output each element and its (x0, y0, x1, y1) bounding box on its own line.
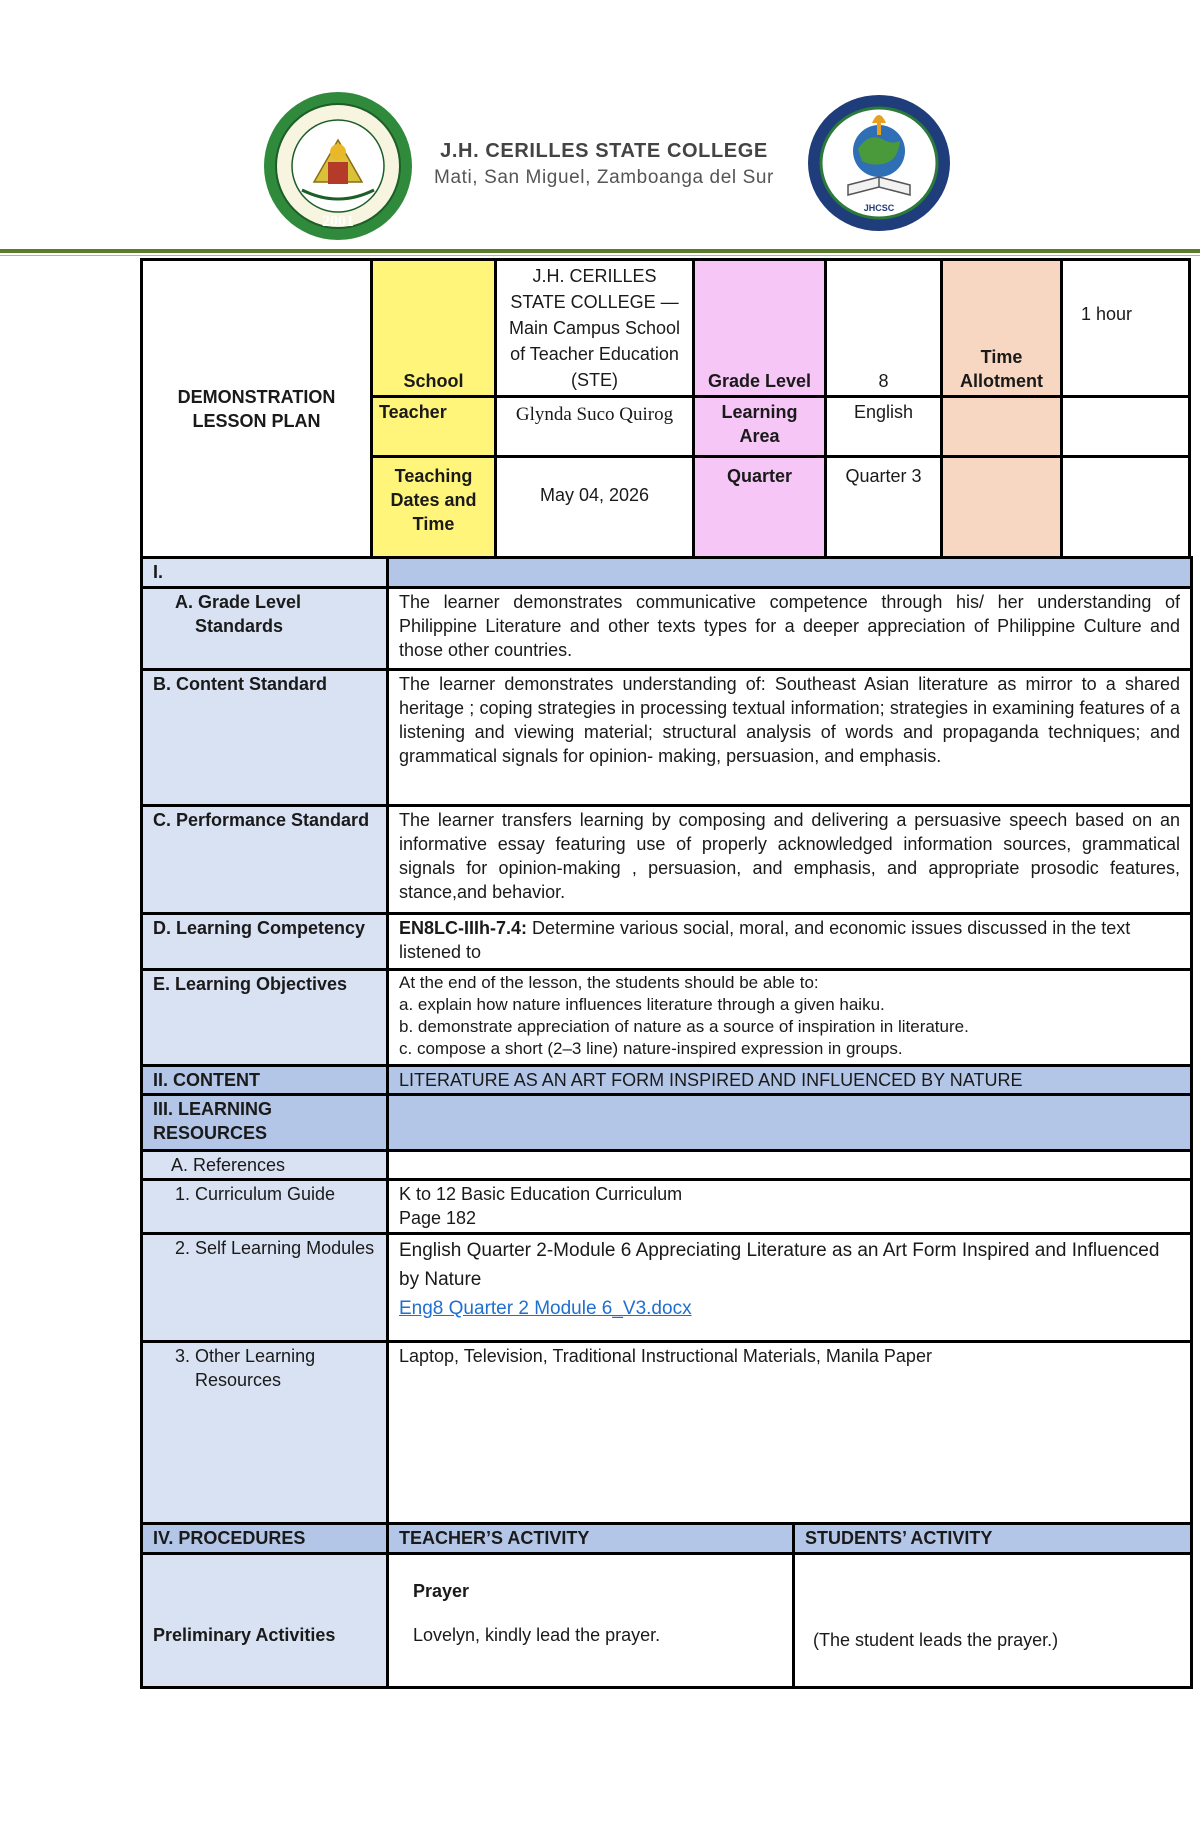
time-allotment-label: Time Allotment (942, 260, 1062, 397)
module-title: English Quarter 2-Module 6 Appreciating Literature as an Art Form Inspired and Influenced by Nature (399, 1240, 1160, 1290)
section-i-label: I. (142, 558, 388, 588)
prayer-student-line: (The student leads the prayer.) (813, 1629, 1059, 1650)
curriculum-guide-label (142, 1180, 388, 1234)
teacher-value: Glynda Suco Quirog (496, 397, 694, 457)
lesson-header-table (140, 258, 1191, 560)
grade-level-standards-label (142, 588, 388, 670)
self-learning-modules-value (388, 1234, 1192, 1342)
objective-b: b. demonstrate appreciation of nature as a source of inspiration in literature. (399, 1017, 969, 1036)
svg-text:JHCSC: JHCSC (863, 203, 895, 213)
college-address: Mati, San Miguel, Zamboanga del Sur (434, 167, 774, 188)
curriculum-guide-value (388, 1180, 1192, 1234)
learning-resources-blank (388, 1095, 1192, 1151)
teaching-dates-label: Teaching Dates and Time (372, 457, 496, 559)
section-i-blank (388, 558, 1192, 588)
cg-label-text: 1. Curriculum Guide (175, 1184, 336, 1204)
lesson-plan-table (140, 556, 1193, 1689)
references-label: A. References (142, 1151, 388, 1180)
competency-code: EN8LC-IIIh-7.4: (399, 918, 528, 938)
procedures-label: IV. PROCEDURES (142, 1524, 388, 1554)
olr-label-text: 3. Other Learning Resources (175, 1346, 316, 1390)
learning-objectives (388, 970, 1192, 1066)
objective-c: c. compose a short (2–3 line) nature-inspired expression in groups. (399, 1039, 903, 1058)
prayer-teacher-line: Lovelyn, kindly lead the prayer. (413, 1625, 661, 1645)
quarter-label: Quarter (694, 457, 826, 559)
teacher-activity-header: TEACHER’S ACTIVITY (388, 1524, 794, 1554)
grade-level-standards-text: The learner demonstrates communicative competence through his/ her understanding of Philippine Literature and other texts types for a deeper appreciation of Philippine Culture and those other countries. (388, 588, 1192, 670)
jhcsc-seal-logo (262, 90, 414, 242)
references-blank (388, 1151, 1192, 1180)
header-empty-peach-2 (942, 457, 1062, 559)
school-value: J.H. CERILLES STATE COLLEGE —Main Campus School of Teacher Education (STE) (496, 260, 694, 397)
other-learning-resources-value: Laptop, Television, Traditional Instructional Materials, Manila Paper (388, 1342, 1192, 1524)
performance-standard-label: C. Performance Standard (142, 806, 388, 914)
header-empty-peach-1 (942, 397, 1062, 457)
learning-area-value: English (826, 397, 942, 457)
content-section-topic: LITERATURE AS AN ART FORM INSPIRED AND INFLUENCED BY NATURE (388, 1066, 1192, 1095)
performance-standard-text: The learner transfers learning by composing and delivering a persuasive speech based on an informative essay featuring use of properly acknowledged information sources, grammatical signals for opinion-making , persuasion, and emphasis, and appropriate prosodic features, stance,and behavior. (388, 806, 1192, 914)
learning-area-label: Learning Area (694, 397, 826, 457)
curriculum-name: K to 12 Basic Education Curriculum (399, 1184, 683, 1204)
other-learning-resources-label (142, 1342, 388, 1524)
teacher-label: Teacher (372, 397, 496, 457)
learning-competency-label (142, 914, 388, 970)
header-empty-1 (1062, 397, 1190, 457)
lc-label-text: D. Learning Competency (153, 918, 366, 938)
content-standard-label: B. Content Standard (142, 670, 388, 806)
ste-seal-logo (806, 93, 952, 233)
college-heading (418, 140, 790, 189)
learning-resources-label: III. LEARNING RESOURCES (142, 1095, 388, 1151)
content-standard-text: The learner demonstrates understanding of: Southeast Asian literature as mirror to a shared heritage ; coping strategies in processing textual information; strategies in examining features of a listening and viewing material; structural analysis of words and propaganda techniques; and grammatical signals for opinion- making, persuasion, and emphasis. (388, 670, 1192, 806)
learning-objectives-label: E. Learning Objectives (142, 970, 388, 1066)
letterhead-rule-thin (0, 255, 1200, 256)
grade-level-value: 8 (826, 260, 942, 397)
content-section-label: II. CONTENT (142, 1066, 388, 1095)
objective-a: a. explain how nature influences literature through a given haiku. (399, 995, 885, 1014)
school-label: School (372, 260, 496, 397)
prayer-title: Prayer (413, 1581, 470, 1601)
student-activity-cell (794, 1554, 1192, 1688)
quarter-value: Quarter 3 (826, 457, 942, 559)
letterhead-rule (0, 249, 1200, 253)
seal-year: 2001 (322, 213, 354, 230)
learning-competency-text (388, 914, 1192, 970)
module-file-link[interactable]: Eng8 Quarter 2 Module 6_V3.docx (399, 1298, 692, 1319)
preliminary-activities-label: Preliminary Activities (142, 1554, 388, 1688)
slm-label-text: 2. Self Learning Modules (175, 1238, 375, 1258)
grade-level-label: Grade Level (694, 260, 826, 397)
competency-description: Determine various social, moral, and economic issues discussed in the text listened to (399, 918, 1131, 962)
self-learning-modules-label (142, 1234, 388, 1342)
teaching-dates-value: May 04, 2026 (496, 457, 694, 559)
plan-title: DEMONSTRATION LESSON PLAN (142, 260, 372, 559)
time-allotment-value: 1 hour (1062, 260, 1190, 397)
objectives-intro: At the end of the lesson, the students should be able to: (399, 973, 819, 992)
header-empty-2 (1062, 457, 1190, 559)
college-name: J.H. CERILLES STATE COLLEGE (440, 140, 768, 162)
student-activity-header: STUDENTS’ ACTIVITY (794, 1524, 1192, 1554)
gls-label-text: A. Grade Level Standards (175, 592, 302, 636)
curriculum-page: Page 182 (399, 1208, 477, 1228)
teacher-activity-cell (388, 1554, 794, 1688)
